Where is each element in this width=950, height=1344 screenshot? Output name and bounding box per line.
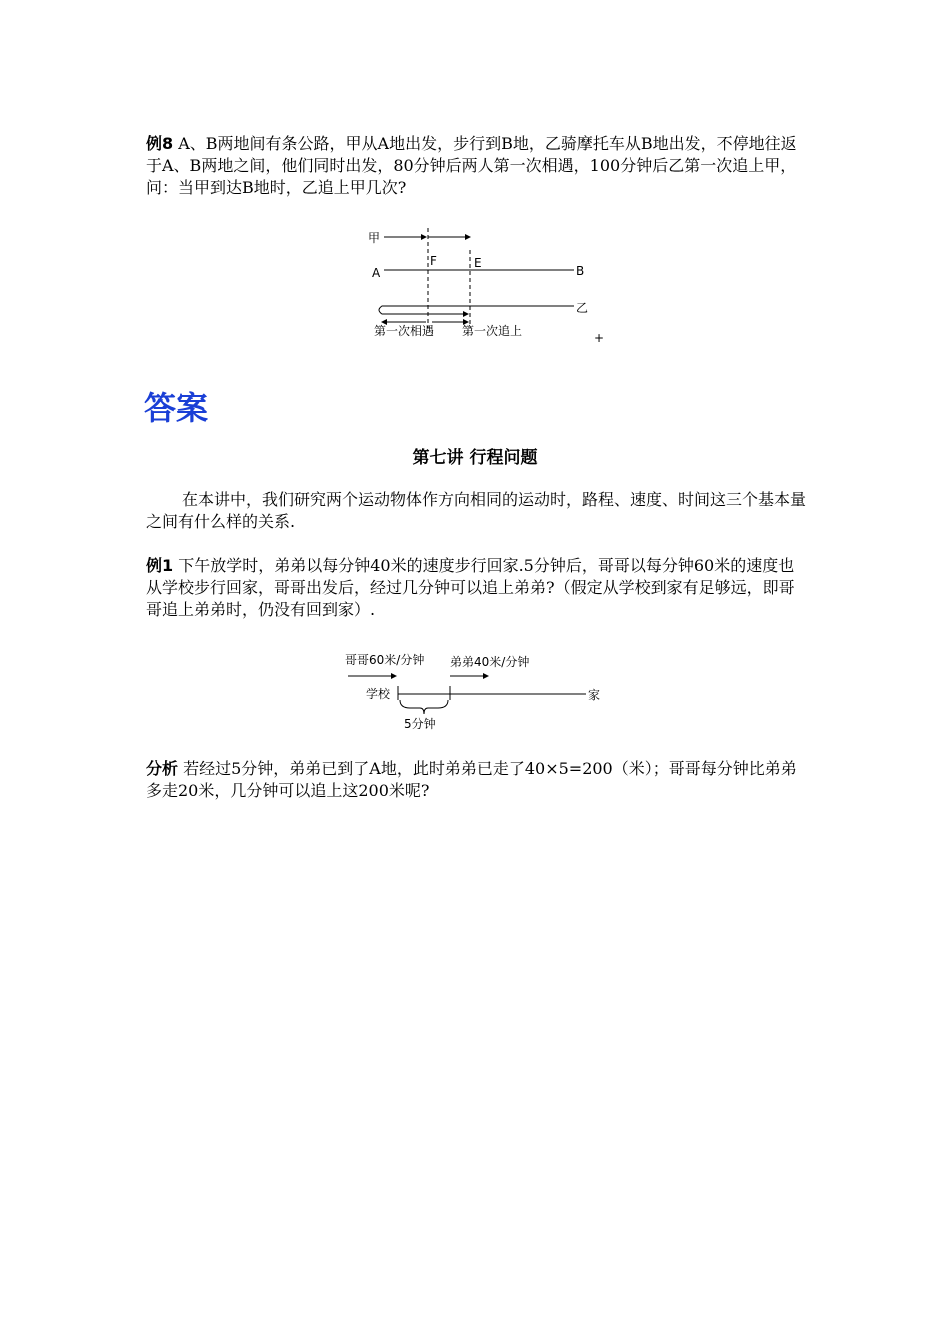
diagram-example-1 <box>340 648 620 738</box>
lecture-title: 第七讲 行程问题 <box>412 448 538 468</box>
intro-paragraph: 在本讲中，我们研究两个运动物体作方向相同的运动时，路程、速度、时间这三个基本量之间有什么样的关系. <box>146 490 807 531</box>
label-didi-speed: 弟弟40米/分钟 <box>450 655 530 669</box>
label-yi: 乙 <box>576 301 589 315</box>
label-gege-speed: 哥哥60米/分钟 <box>345 653 425 667</box>
example-1-label: 例1 <box>146 556 174 575</box>
answer-heading: 答案 <box>144 389 209 427</box>
brace-5min <box>400 700 448 714</box>
label-e: E <box>474 256 482 270</box>
example-8 <box>146 133 806 199</box>
label-first-meet: 第一次相遇 <box>374 324 435 338</box>
label-school: 学校 <box>366 687 391 701</box>
diagram-example-8 <box>360 220 620 350</box>
example-8-text: A、B两地间有条公路，甲从A地出发，步行到B地，乙骑摩托车从B地出发，不停地往返于A、B两地之间，他们同时出发，80分钟后两人第一次相遇，100分钟后乙第一次追上甲，问：当甲到达B地时，乙追上甲几次? <box>146 134 797 197</box>
plus-sign: + <box>594 331 605 345</box>
label-5min: 5分钟 <box>404 717 436 731</box>
label-first-catch: 第一次追上 <box>462 324 523 338</box>
analysis-text: 若经过5分钟，弟弟已到了A地，此时弟弟已走了40×5=200（米）；哥哥每分钟比弟弟多走20米，几分钟可以追上这200米呢? <box>146 759 797 800</box>
label-f: F <box>430 254 437 268</box>
path-yi <box>379 306 574 314</box>
analysis-label: 分析 <box>146 759 179 778</box>
analysis <box>146 758 806 802</box>
example-8-label: 例8 <box>146 134 174 153</box>
example-1 <box>146 555 806 621</box>
example-1-text: 下午放学时，弟弟以每分钟40米的速度步行回家.5分钟后，哥哥以每分钟60米的速度也从学校步行回家，哥哥出发后，经过几分钟可以追上弟弟?（假定从学校到家有足够远，即哥哥追上弟弟时，仍没有回到家）. <box>146 556 795 619</box>
label-b: B <box>576 264 585 278</box>
label-home: 家 <box>588 688 601 702</box>
label-jia: 甲 <box>368 231 381 245</box>
label-a: A <box>372 266 381 280</box>
